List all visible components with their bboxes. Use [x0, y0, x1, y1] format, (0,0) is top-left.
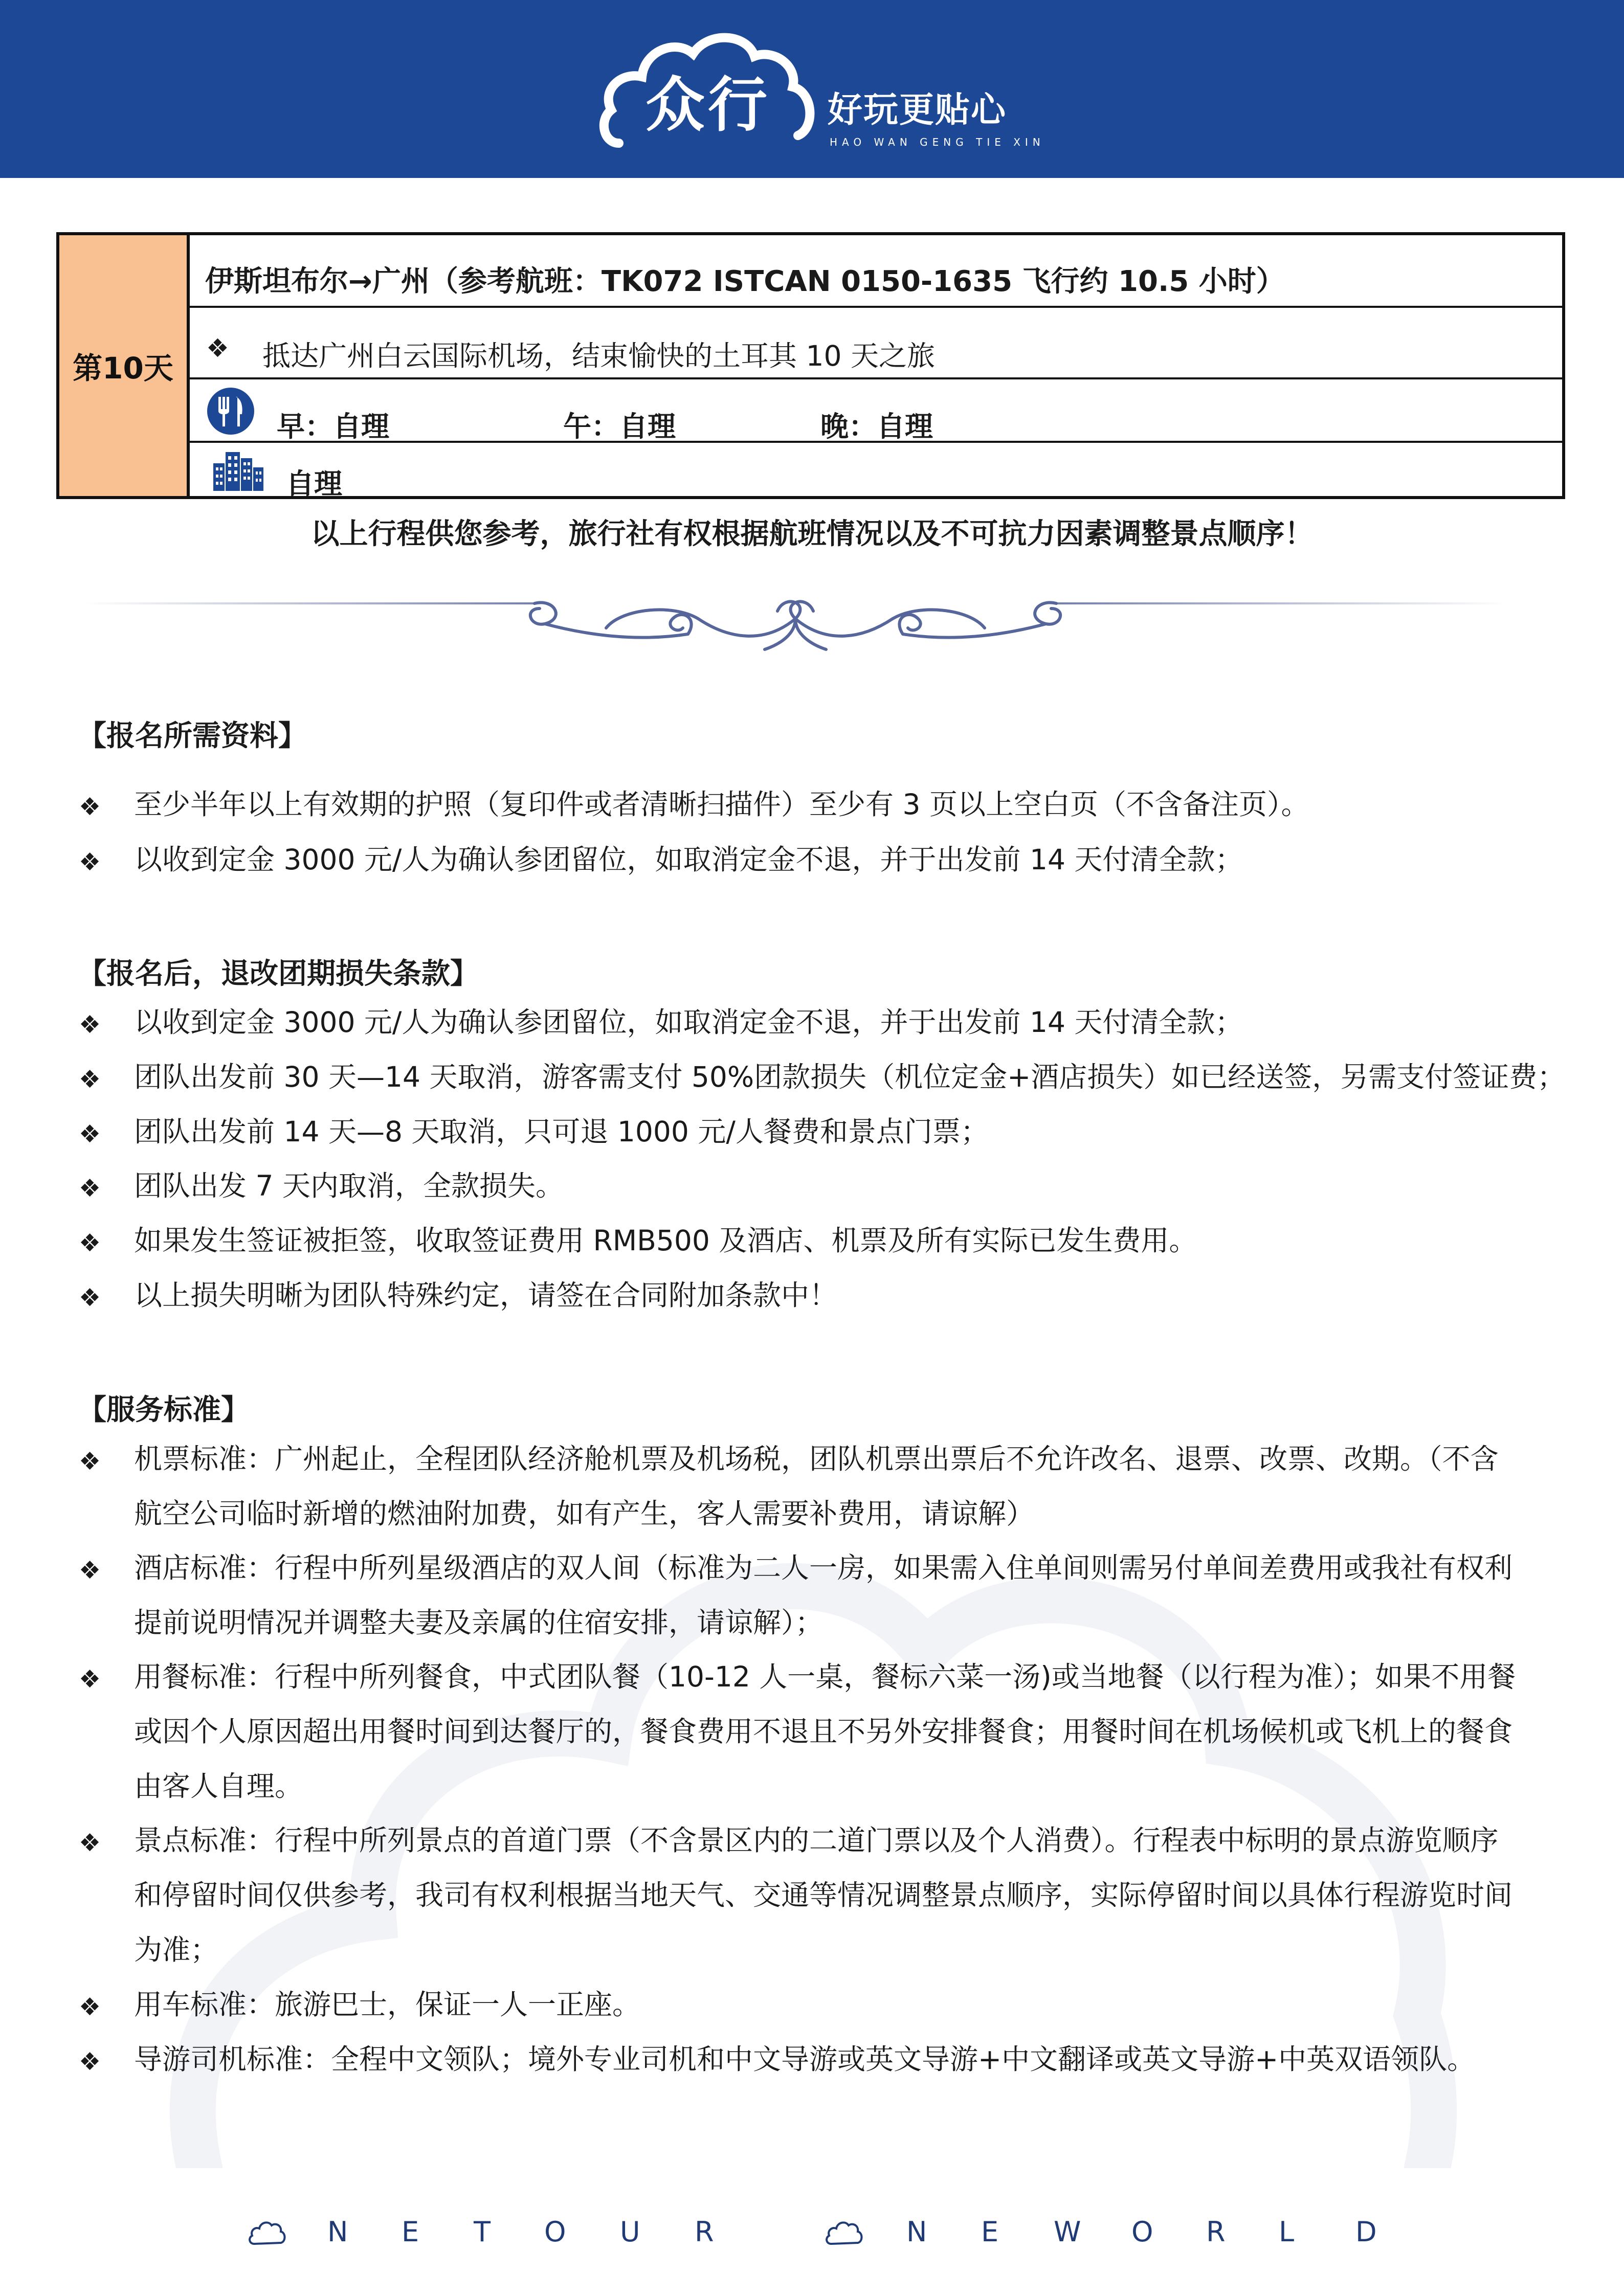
list-item-text: 和停留时间仅供参考，我司有权利根据当地天气、交通等情况调整景点顺序，实际停留时间以具体行程游览时间	[134, 1879, 1513, 1911]
list-item-text: 以上损失明晰为团队特殊约定，请签在合同附加条款中！	[134, 1279, 838, 1312]
list-item-text: 酒店标准：行程中所列星级酒店的双人间（标准为二人一房，如果需入住单间则需另付单间差费用或我社有权利	[134, 1551, 1513, 1584]
section-title-service: 【服务标准】	[78, 1393, 250, 1427]
list-item-text: 团队出发前 30 天—14 天取消，游客需支付 50%团款损失（机位定金+酒店损失）如已经送签，另需支付签证费；	[134, 1061, 1566, 1093]
meal-dinner: 晚：自理	[820, 410, 933, 443]
list-item-text: 团队出发 7 天内取消，全款损失。	[134, 1169, 564, 1202]
logo-pinyin: HAO WAN GENG TIE XIN	[830, 136, 1045, 148]
meal-breakfast: 早：自理	[277, 410, 390, 443]
hotel-text: 自理	[286, 467, 343, 500]
footer-letter: O	[544, 2216, 566, 2248]
list-item-text: 机票标准：广州起止，全程团队经济舱机票及机场税，团队机票出票后不允许改名、退票、改票、改期。（不含	[134, 1443, 1499, 1475]
footer-letter: T	[474, 2216, 491, 2248]
bullet-icon: ❖	[79, 793, 101, 821]
logo-slogan: 好玩更贴心	[828, 90, 1007, 130]
bullet-icon: ❖	[79, 2047, 101, 2076]
bullet-icon: ❖	[79, 1010, 101, 1039]
list-item-text: 景点标准：行程中所列景点的首道门票（不含景区内的二道门票以及个人消费）。行程表中标明的景点游览顺序	[134, 1824, 1499, 1857]
list-item-text: 团队出发前 14 天—8 天取消，只可退 1000 元/人餐费和景点门票；	[134, 1115, 989, 1148]
footer-letter: D	[1355, 2216, 1377, 2248]
hotel-row	[190, 443, 1562, 500]
list-item-text: 至少半年以上有效期的护照（复印件或者清晰扫描件）至少有 3 页以上空白页（不含备注页）。	[134, 788, 1309, 821]
footer-letter: U	[620, 2216, 640, 2248]
arrival-row	[190, 308, 1562, 379]
footer-cloud-icon	[248, 2219, 286, 2246]
list-item-text: 或因个人原因超出用餐时间到达餐厅的，餐食费用不退且不另外安排餐食；用餐时间在机场候机或飞机上的餐食	[134, 1715, 1513, 1748]
footer-cloud-icon	[825, 2219, 863, 2246]
meal-lunch: 午：自理	[563, 410, 676, 443]
bullet-icon: ❖	[79, 1120, 101, 1149]
list-item-text: 为准；	[134, 1933, 219, 1966]
bullet-icon: ❖	[206, 333, 229, 363]
list-item-text: 用餐标准：行程中所列餐食，中式团队餐（10-12 人一桌，餐标六菜一汤)或当地餐（以行程为准）；如果不用餐	[134, 1660, 1516, 1693]
bullet-icon: ❖	[79, 1065, 101, 1094]
section-title-documents: 【报名所需资料】	[78, 719, 307, 753]
hotel-building-icon	[213, 448, 263, 491]
flight-row	[190, 235, 1562, 308]
bullet-icon: ❖	[79, 848, 101, 876]
footer-letter: N	[327, 2216, 348, 2248]
list-item-text: 导游司机标准：全程中文领队；境外专业司机和中文导游或英文导游+中文翻译或英文导游+中英双语领队。	[134, 2043, 1476, 2076]
bullet-icon: ❖	[79, 1174, 101, 1203]
fork-knife-icon	[206, 387, 255, 436]
list-item-text: 以收到定金 3000 元/人为确认参团留位，如取消定金不退，并于出发前 14 天付清全款；	[134, 1006, 1243, 1039]
footer-letter: O	[1131, 2216, 1153, 2248]
list-item-text: 如果发生签证被拒签，收取签证费用 RMB500 及酒店、机票及所有实际已发生费用。	[134, 1224, 1197, 1257]
arrival-text: 抵达广州白云国际机场，结束愉快的土耳其 10 天之旅	[262, 340, 935, 372]
meals-row	[190, 379, 1562, 443]
logo-brand-name: 众行	[646, 71, 770, 140]
list-item-text: 以收到定金 3000 元/人为确认参团留位，如取消定金不退，并于出发前 14 天付清全款；	[134, 843, 1243, 876]
list-item-text: 提前说明情况并调整夫妻及亲属的住宿安排，请谅解）；	[134, 1606, 824, 1639]
bullet-icon: ❖	[79, 1284, 101, 1312]
itinerary-table	[56, 232, 1565, 499]
footer-letter: L	[1279, 2216, 1295, 2248]
itinerary-note: 以上行程供您参考，旅行社有权根据航班情况以及不可抗力因素调整景点顺序！	[310, 517, 1314, 551]
footer-letter: R	[1206, 2216, 1226, 2248]
footer-letter: N	[906, 2216, 927, 2248]
bullet-icon: ❖	[79, 1665, 101, 1694]
footer-letter: E	[402, 2216, 419, 2248]
day-label: 第10天	[59, 235, 190, 496]
ornament-divider-icon	[84, 588, 1506, 660]
bullet-icon: ❖	[79, 1447, 101, 1476]
bullet-icon: ❖	[79, 1229, 101, 1257]
list-item-text: 航空公司临时新增的燃油附加费，如有产生，客人需要补费用，请谅解）	[134, 1497, 1035, 1530]
footer-letter: W	[1054, 2216, 1081, 2248]
flight-info: 伊斯坦布尔→广州（参考航班：TK072 ISTCAN 0150-1635 飞行约 10.5 小时）	[205, 265, 1285, 298]
footer-letter: R	[695, 2216, 714, 2248]
bullet-icon: ❖	[79, 1829, 101, 1857]
list-item-text: 由客人自理。	[134, 1770, 303, 1803]
page-header	[0, 0, 1624, 178]
footer-letter: E	[981, 2216, 999, 2248]
list-item-text: 用车标准：旅游巴士，保证一人一正座。	[134, 1988, 641, 2021]
bullet-icon: ❖	[79, 1556, 101, 1585]
bullet-icon: ❖	[79, 1993, 101, 2021]
section-title-cancellation: 【报名后，退改团期损失条款】	[78, 957, 479, 991]
